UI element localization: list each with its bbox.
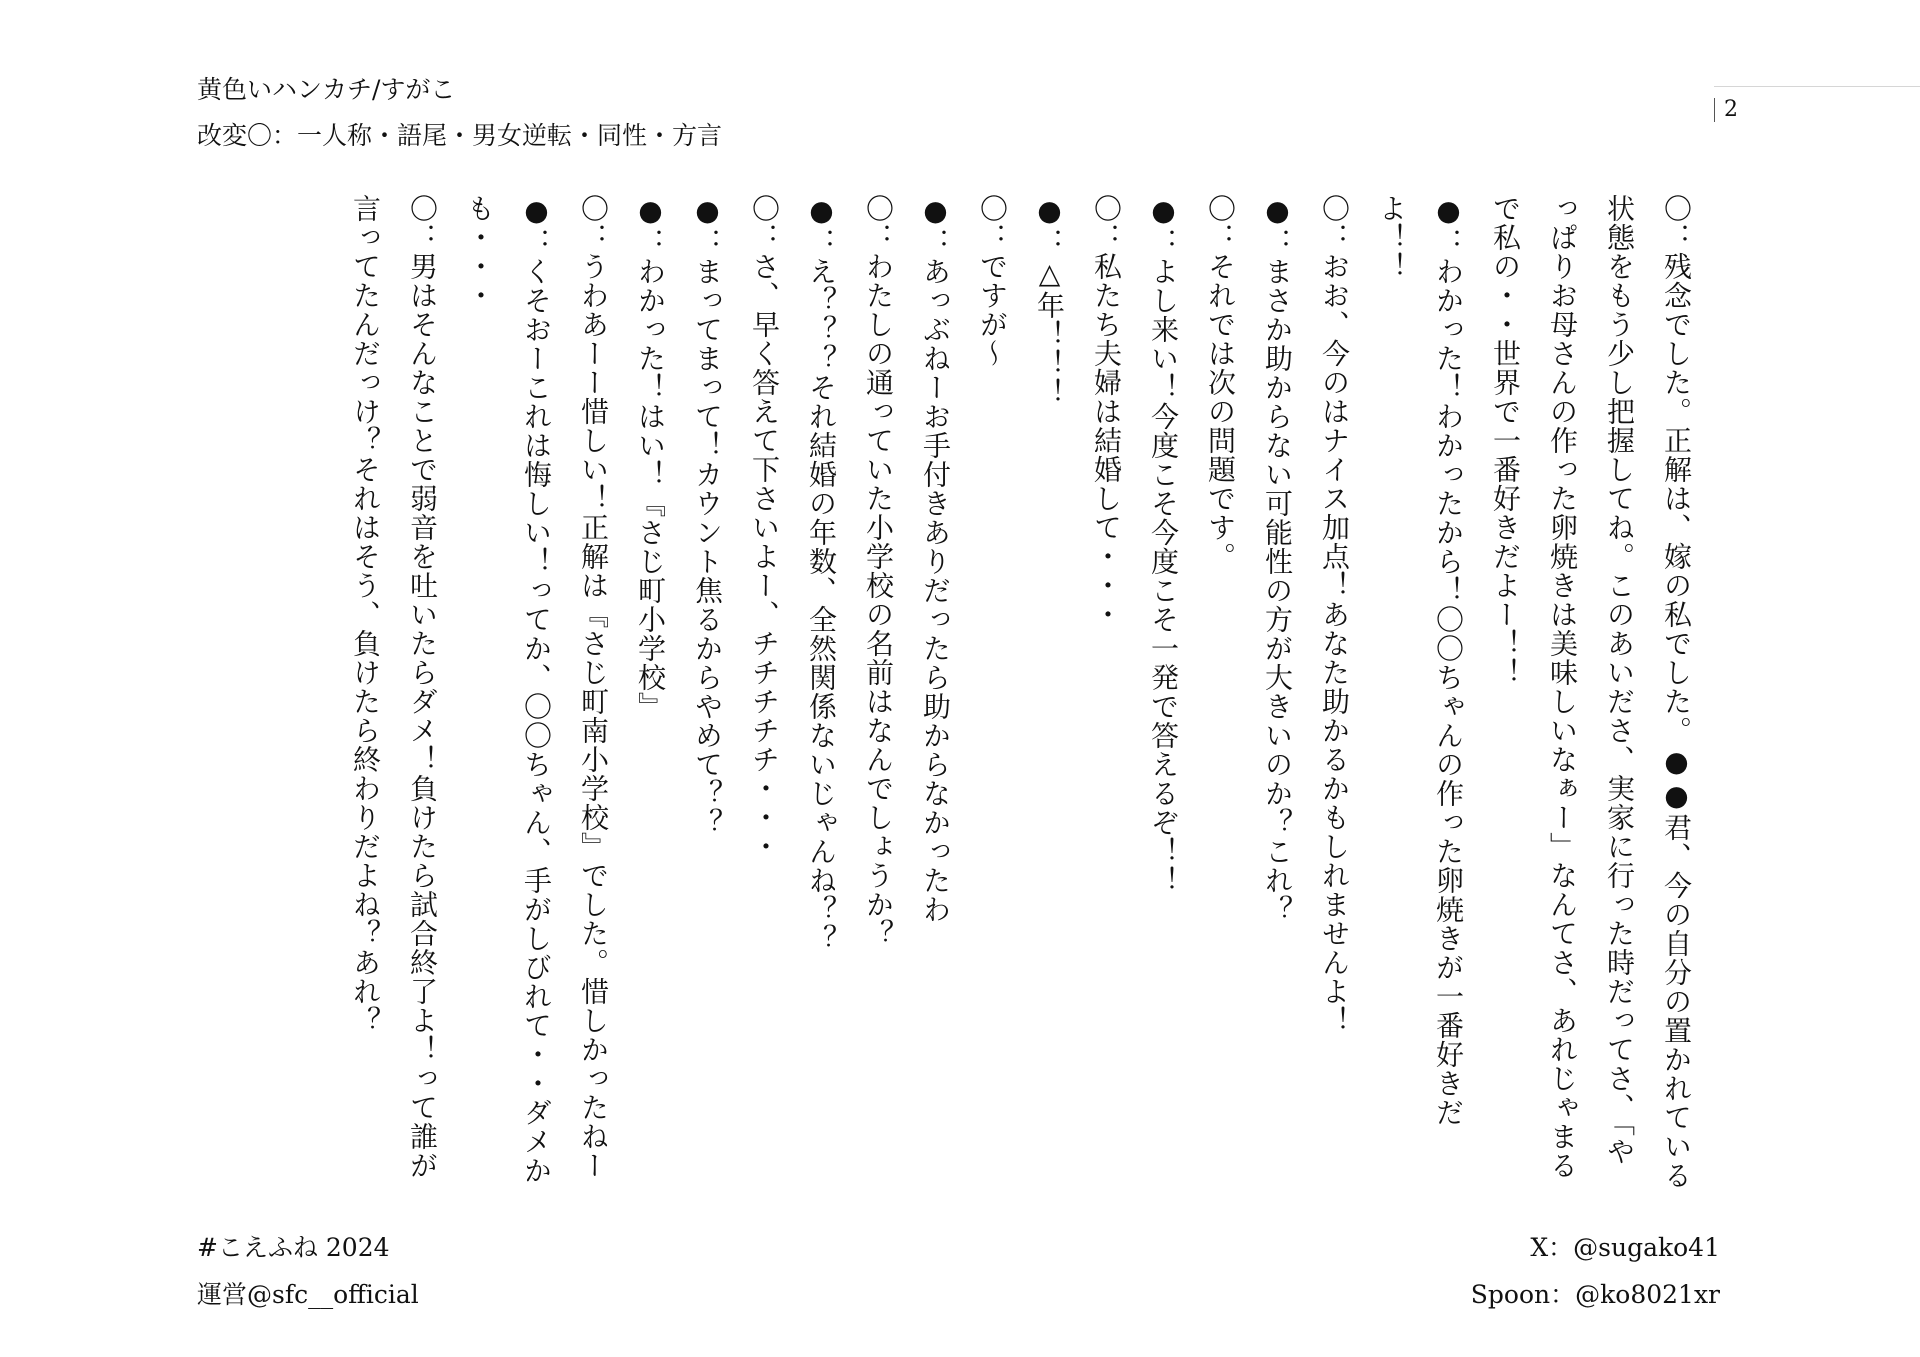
script-line: 〇：残念でした。正解は、嫁の私でした。●●君、今の自分の置かれている状態をもう少し把握してね。このあいださ、実家に行った時だってさ、「やっぱりお母さんの作った卵焼きは美味しいなぁー」なんてさ、あれじゃまるで私の・・世界で一番好きだよー！！ <box>1489 194 1693 1190</box>
script-line: 〇：私たち夫婦は結婚して・・・ <box>1090 194 1123 629</box>
operator-account: 運営@sfc__official <box>197 1280 419 1309</box>
script-line: ●：え？？？それ結婚の年数、全然関係ないじゃんね？？ <box>805 194 838 953</box>
x-account: X：@sugako41 <box>1530 1233 1720 1262</box>
script-line: 〇：うわあーー惜しい！正解は『さじ町南小学校』でした。惜しかったねー <box>577 194 610 1180</box>
spoon-account: Spoon：@ko8021xr <box>1470 1280 1720 1309</box>
script-line: ●：くそおーこれは悔しい！ってか、〇〇ちゃん、手がしびれて・・ダメかも・・・ <box>463 194 553 1185</box>
script-line: ●：△年！！！ <box>1033 194 1066 407</box>
script-line: ●：まってまって！カウント焦るからやめて？？ <box>691 194 724 837</box>
page-number: 2 <box>1714 98 1738 122</box>
document-title: 黄色いハンカチ/すがこ <box>197 75 456 104</box>
header-rule <box>1714 86 1920 87</box>
script-line: ●：わかった！はい！『さじ町小学校』 <box>634 194 667 721</box>
script-body <box>195 194 1705 1194</box>
script-line: ●：あっぶねーお手付きありだったら助からなかったわ <box>919 194 952 924</box>
script-line: ●：まさか助からない可能性の方が大きいのか？これ？ <box>1261 194 1294 924</box>
hashtag: #こえふね 2024 <box>197 1233 390 1262</box>
script-line: 〇：ですが〜 <box>976 194 1009 368</box>
script-line: 〇：男はそんなことで弱音を吐いたらダメ！負けたら試合終了よ！って誰が言ってたんだっけ？それはそう、負けたら終わりだよね？あれ？ <box>349 194 439 1180</box>
script-line: 〇：わたしの通っていた小学校の名前はなんでしょうか？ <box>862 194 895 948</box>
script-line: ●：わかった！わかったから！〇〇ちゃんの作った卵焼きが一番好きだよ！！ <box>1375 194 1465 1127</box>
script-line: 〇：おお、今のはナイス加点！あなた助かるかもしれませんよ！ <box>1318 194 1351 1035</box>
script-line: 〇：それでは次の問題です。 <box>1204 194 1237 571</box>
script-line: 〇：さ、早く答えて下さいよー、チチチチチ・・・ <box>748 194 781 861</box>
modification-note: 改変〇：一人称・語尾・男女逆転・同性・方言 <box>197 121 723 150</box>
script-line: ●：よし来い！今度こそ今度こそ一発で答えるぞ！！ <box>1147 194 1180 895</box>
